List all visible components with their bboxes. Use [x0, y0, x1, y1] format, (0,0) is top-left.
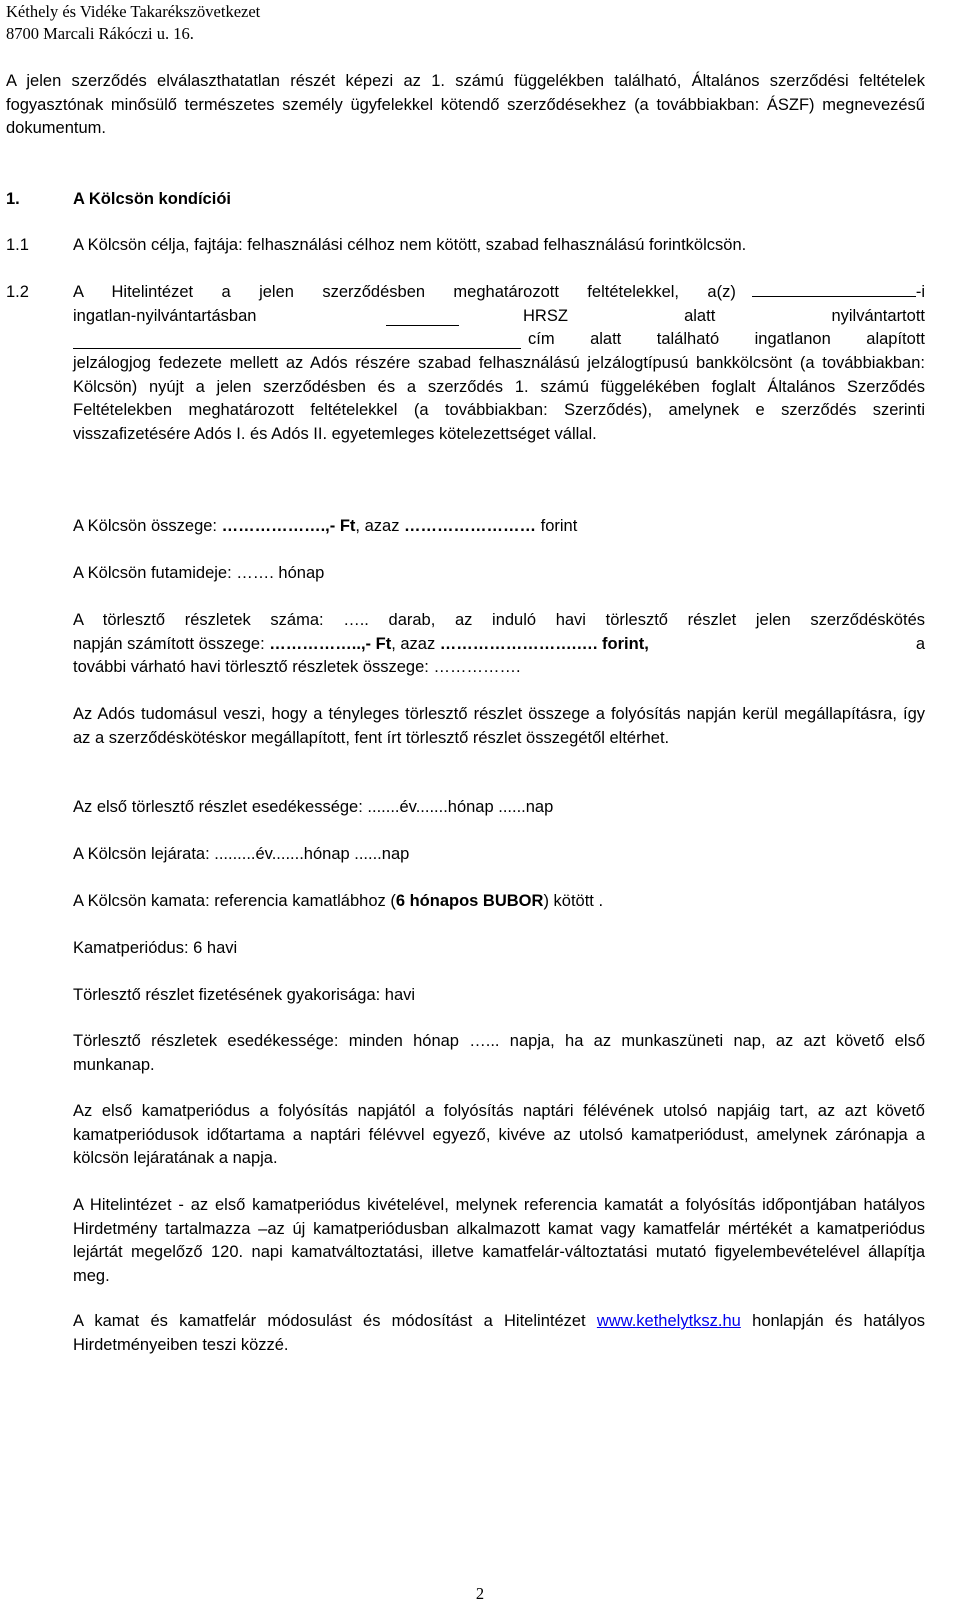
item-1-2-line-3: cím alatt található ingatlanon alapított [73, 328, 925, 352]
website-paragraph: A kamat és kamatfelár módosulást és módosítást a Hitelintézet www.kethelytksz.hu honlapján és hatályos Hirdetményeiben teszi közzé. [73, 1312, 926, 1354]
first-period-paragraph: Az első kamatperiódus a folyósítás napjától a folyósítás naptári félévének utolsó napjáig tart, az azt követő kamatperiódusok időtartama a naptári félévvel egyező, kivéve az utolsó kamatperiódust, amelynek zárónapja a kölcsön lejáratának a napja. [73, 1102, 925, 1168]
intro-paragraph: A jelen szerződés elválaszthatatlan részét képezi az 1. számú függelékben található, Általános szerződési feltételek fogyasztónak minősülő természetes személy ügyfelekkel kötendő szerződésekhez (a továbbiakban: ÁSZF) megnevezésű dokumentum. [6, 72, 925, 138]
website-link[interactable]: www.kethelytksz.hu [596, 1312, 741, 1330]
bank-name: Kéthely és Vidéke Takarékszövetkezet [6, 2, 261, 21]
loan-amount: A Kölcsön összege: ……………….,- Ft, azaz …………………… forint [73, 517, 578, 535]
item-1-2-number: 1.2 [6, 283, 29, 301]
maturity-date: A Kölcsön lejárata: .........év.......hónap ......nap [73, 845, 410, 863]
bank-rate-paragraph: A Hitelintézet - az első kamatperiódus kivételével, melynek referencia kamatát a folyósítás időpontjában hatályos Hirdetmény tartalmazza –az új kamatperiódusban alkalmazott kamat vagy kamatfelár mértékét a kamatperiódus lejártát megelőző 120. napi kamatváltoztatási, illetve kamatfelár-változtatási mutató figyelembevételével állapítja meg. [73, 1196, 925, 1286]
payment-frequency: Törlesztő részlet fizetésének gyakorisága: havi [73, 986, 416, 1004]
installments-paragraph: A törlesztő részletek száma: ….. darab, az induló havi törlesztő részlet jelen szerződéskötés napján számított összege: ……………..,- Ft, azaz …………………….…. forint, a további várható havi törlesztő részletek összege: ……………. [73, 611, 925, 677]
bank-address: 8700 Marcali Rákóczi u. 16. [6, 24, 194, 43]
page-number: 2 [475, 1584, 485, 1603]
item-1-1-text: A Kölcsön célja, fajtája: felhasználási célhoz nem kötött, szabad felhasználású forintkölcsön. [73, 236, 747, 254]
item-1-2-rest: jelzálogjog fedezete mellett az Adós részére szabad felhasználású jelzálogtípusú bankkölcsönt (a továbbiakban: Kölcsön) nyújt a jelen szerződésben és a szerződés 1. számú függelékében foglalt Általános Szerződés Feltételekben meghatározott feltételekkel (a továbbiakban: Szerződés), amelynek e szerződés szerinti visszafizetésére Adós I. és Adós II. egyetemleges kötelezettséget vállal. [73, 354, 925, 444]
blank-settlement [752, 282, 916, 297]
blank-hrsz [386, 311, 459, 326]
section-title: A Kölcsön kondíciói [73, 190, 231, 208]
item-1-2-line-1: A Hitelintézet a jelen szerződésben meghatározott feltételekkel, a(z) -i [73, 283, 925, 301]
item-1-2-block [73, 281, 925, 447]
interest-period: Kamatperiódus: 6 havi [73, 939, 238, 957]
section-number: 1. [6, 190, 20, 208]
notice-paragraph: Az Adós tudomásul veszi, hogy a tényleges törlesztő részlet összege a folyósítás napján kerül megállapításra, így az a szerződéskötéskor megállapított, fent írt törlesztő részlet összegétől eltérhet. [73, 705, 925, 747]
loan-term: A Kölcsön futamideje: ……. hónap [73, 564, 325, 582]
item-1-1-number: 1.1 [6, 236, 29, 254]
blank-address [73, 334, 521, 349]
item-1-2-line-2: ingatlan-nyilvántartásban HRSZ alatt nyilvántartott [73, 306, 925, 325]
due-dates-paragraph: Törlesztő részletek esedékessége: minden hónap …... napja, ha az munkaszüneti nap, az azt követő első munkanap. [73, 1032, 925, 1074]
interest-rate: A Kölcsön kamata: referencia kamatlábhoz (6 hónapos BUBOR) kötött . [73, 892, 604, 910]
first-due-date: Az első törlesztő részlet esedékessége: .......év.......hónap ......nap [73, 798, 554, 816]
